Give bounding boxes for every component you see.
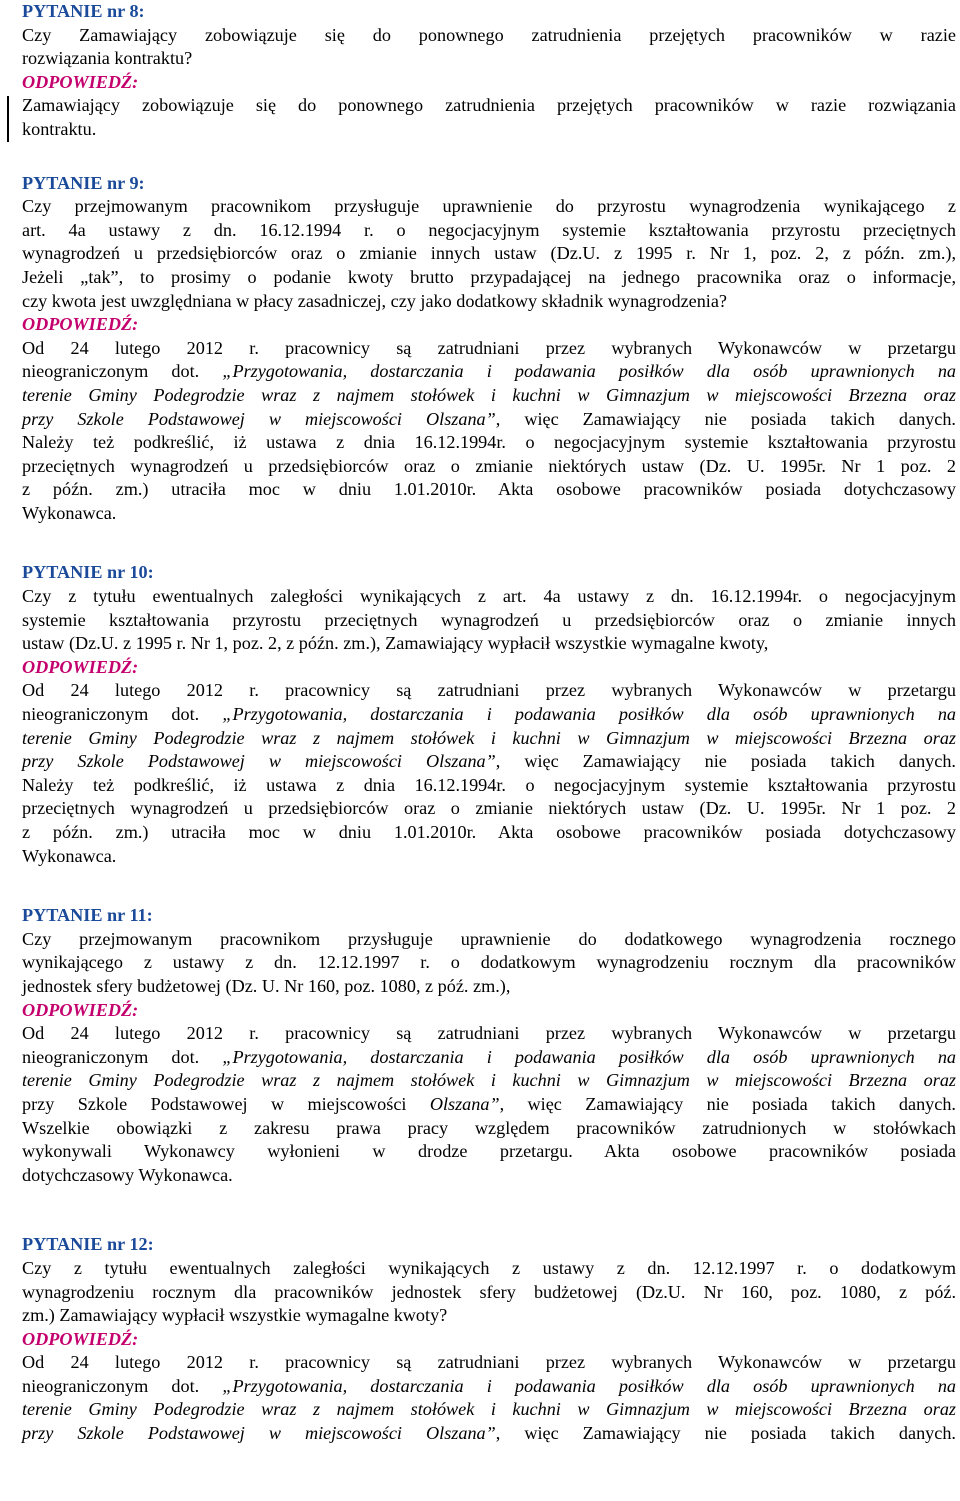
answer-text-line: z późn. zm.) utraciła moc w dniu 1.01.2010r. Akta osobowe pracowników posiada dotychczasowy [22,479,956,500]
answer-text-line [22,408,956,432]
answer-label: ODPOWIEDŹ: [22,1328,139,1349]
question-text-line: wynagrodzeniu rocznym dla pracowników jednostek sfery budżetowej (Dz.U. Nr 160, poz. 1080, z póź. [22,1281,956,1302]
answer-text-line: Wykonawca. [22,845,117,866]
question-text-line: wynagrodzeń u przedsiębiorców oraz o zmianie innych ustaw (Dz.U. z 1995 r. Nr 1, poz. 2, z późn. zm.), [22,243,956,264]
contract-title-segment: Olszana” [429,1093,500,1114]
answer-text-line: Wykonawca. [22,502,117,523]
answer-text-line [22,703,956,727]
answer-text-segment: nieograniczonym dot. [22,704,223,725]
question-text-line: Czy przejmowanym pracownikom przysługuje uprawnienie do przyrostu wynagrodzenia wynikającego z [22,196,956,217]
contract-title-segment: „Przygotowania, dostarczania i podawania posiłków dla osób uprawnionych na [222,361,957,382]
question-9 [22,172,956,526]
contract-title-line: terenie Gminy Podegrodzie wraz z najmem stołówek i kuchni w Gimnazjum w miejscowości Brzezna oraz [22,1070,956,1091]
contract-title-line: terenie Gminy Podegrodzie wraz z najmem stołówek i kuchni w Gimnazjum w miejscowości Brzezna oraz [22,727,956,748]
answer-text-line [22,1046,956,1070]
answer-label: ODPOWIEDŹ: [22,314,139,335]
answer-text-line: Należy też podkreślić, iż ustawa z dnia 16.12.1994r. o negocjacyjnym systemie kształtowania przyrostu [22,774,956,795]
question-heading: PYTANIE nr 9: [22,172,145,193]
question-text-line: Czy przejmowanym pracownikom przysługuje uprawnienie do dodatkowego wynagrodzenia rocznego [22,928,956,949]
contract-title-segment: „Przygotowania, dostarczania i podawania posiłków dla osób uprawnionych na [222,704,957,725]
answer-label: ODPOWIEDŹ: [22,999,139,1020]
question-text-line: czy kwota jest uwzględniana w płacy zasadniczej, czy jako dodatkowy składnik wynagrodzenia? [22,290,728,311]
answer-text-line: Należy też podkreślić, iż ustawa z dnia 16.12.1994r. o negocjacyjnym systemie kształtowania przyrostu [22,432,956,453]
question-text-line: rozwiązania kontraktu? [22,48,193,69]
answer-text-line: wykonywali Wykonawcy wyłonieni w drodze przetargu. Akta osobowe pracowników posiada [22,1141,956,1162]
question-10 [22,561,956,868]
contract-title-segment: przy Szkole Podstawowej w miejscowości Olszana” [22,408,496,429]
question-text-line: art. 4a ustawy z dn. 16.12.1994 r. o negocjacyjnym systemie kształtowania przyrostu przeciętnych [22,219,956,240]
answer-text-line: Od 24 lutego 2012 r. pracownicy są zatrudniani przez wybranych Wykonawców w przetargu [22,1023,956,1044]
answer-text-line: dotychczasowy Wykonawca. [22,1164,233,1185]
question-text-line: jednostek sfery budżetowej (Dz. U. Nr 160, poz. 1080, z póź. zm.), [22,975,511,996]
answer-text-line: Od 24 lutego 2012 r. pracownicy są zatrudniani przez wybranych Wykonawców w przetargu [22,337,956,358]
question-text-line: ustaw (Dz.U. z 1995 r. Nr 1, poz. 2, z późn. zm.), Zamawiający wypłacił wszystkie wymagalne kwoty, [22,633,769,654]
answer-text-line: Od 24 lutego 2012 r. pracownicy są zatrudniani przez wybranych Wykonawców w przetargu [22,1352,956,1373]
answer-text-segment: , więc Zamawiający nie posiada takich danych. [499,1093,956,1114]
question-text-line: Czy Zamawiający zobowiązuje się do ponownego zatrudnienia przejętych pracowników w razie [22,24,956,45]
answer-text-segment: , więc Zamawiający nie posiada takich danych. [495,1423,956,1444]
question-text-line: Jeżeli „tak”, to prosimy o podanie kwoty brutto przypadającej na jednego pracownika oraz o informacje, [22,266,956,287]
answer-text-segment: nieograniczonym dot. [22,361,223,382]
question-text-line: zm.) Zamawiający wypłacił wszystkie wymagalne kwoty? [22,1305,448,1326]
answer-label: ODPOWIEDŹ: [22,656,139,677]
question-8 [22,0,956,142]
contract-title-line: terenie Gminy Podegrodzie wraz z najmem stołówek i kuchni w Gimnazjum w miejscowości Brzezna oraz [22,1399,956,1420]
question-text-line: Czy z tytułu ewentualnych zaległości wynikających z ustawy z dn. 12.12.1997 r. o dodatkowym [22,1257,956,1278]
contract-title-segment: „Przygotowania, dostarczania i podawania posiłków dla osób uprawnionych na [222,1046,957,1067]
answer-text-line [22,1422,956,1446]
question-heading: PYTANIE nr 11: [22,905,153,926]
document-page [22,0,956,1446]
answer-text-line: Od 24 lutego 2012 r. pracownicy są zatrudniani przez wybranych Wykonawców w przetargu [22,680,956,701]
question-heading: PYTANIE nr 10: [22,562,154,583]
answer-text-line [22,1093,956,1117]
answer-text-line [22,360,956,384]
question-heading: PYTANIE nr 12: [22,1234,154,1255]
answer-text-line: z późn. zm.) utraciła moc w dniu 1.01.2010r. Akta osobowe pracowników posiada dotychczasowy [22,822,956,842]
question-text-line: wynikającego z ustawy z dn. 12.12.1997 r. o dodatkowym wynagrodzeniu rocznym dla pracowników [22,952,956,973]
answer-text-segment: przy Szkole Podstawowej w miejscowości [22,1093,430,1114]
question-11 [22,904,956,1187]
answer-text-segment: nieograniczonym dot. [22,1046,223,1067]
contract-title-segment: przy Szkole Podstawowej w miejscowości Olszana” [22,751,496,772]
question-heading: PYTANIE nr 8: [22,1,145,21]
contract-title-line: terenie Gminy Podegrodzie wraz z najmem stołówek i kuchni w Gimnazjum w miejscowości Brzezna oraz [22,384,956,405]
answer-text-line [22,750,956,774]
question-12 [22,1233,956,1445]
answer-text-line: przeciętnych wynagrodzeń u przedsiębiorców oraz o zmianie niektórych ustaw (Dz. U. 1995r. Nr 1 poz. 2 [22,798,956,819]
answer-text-line [22,1375,956,1399]
answer-text-line: Wszelkie obowiązki z zakresu prawa pracy względem pracowników zatrudnionych w stołówkach [22,1117,956,1138]
question-text-line: Czy z tytułu ewentualnych zaległości wynikających z art. 4a ustawy z dn. 16.12.1994r. o negocjacyjnym [22,586,956,607]
answer-text-line: kontraktu. [22,118,97,139]
answer-text-segment: , więc Zamawiający nie posiada takich danych. [495,408,956,429]
question-text-line: systemie kształtowania przyrostu przeciętnych wynagrodzeń u przedsiębiorców oraz o zmianie innych [22,609,956,630]
answer-text-segment: , więc Zamawiający nie posiada takich danych. [495,751,956,772]
contract-title-segment: „Przygotowania, dostarczania i podawania posiłków dla osób uprawnionych na [222,1375,957,1396]
revision-change-bar [7,96,9,142]
contract-title-segment: przy Szkole Podstawowej w miejscowości Olszana” [22,1423,496,1444]
answer-text-segment: nieograniczonym dot. [22,1375,223,1396]
answer-text-line: Zamawiający zobowiązuje się do ponownego zatrudnienia przejętych pracowników w razie rozwiązania [22,95,956,116]
answer-label: ODPOWIEDŹ: [22,71,139,92]
answer-text-line: przeciętnych wynagrodzeń u przedsiębiorców oraz o zmianie niektórych ustaw (Dz. U. 1995r. Nr 1 poz. 2 [22,455,956,476]
